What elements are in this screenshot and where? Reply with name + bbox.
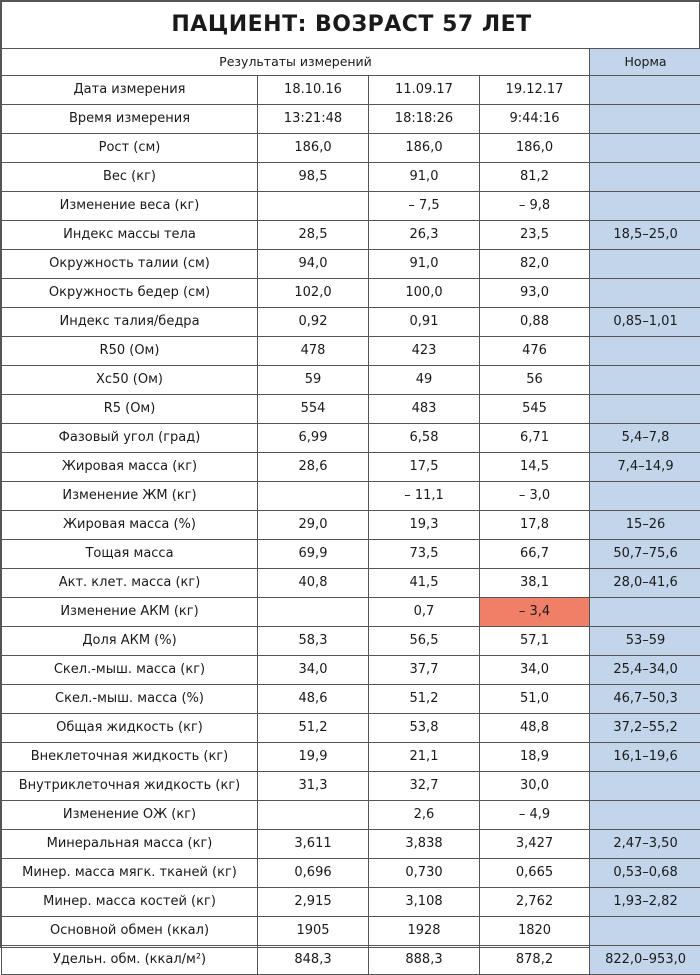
row-label: R5 (Ом) — [2, 395, 258, 424]
norm-cell: 18,5–25,0 — [590, 221, 700, 250]
value-cell-1: 0,92 — [258, 308, 369, 337]
norm-cell — [590, 772, 700, 801]
row-label: Доля АКМ (%) — [2, 627, 258, 656]
table-row — [2, 685, 700, 714]
norm-cell: 1,93–2,82 — [590, 888, 700, 917]
value-cell-2: 0,7 — [369, 598, 480, 627]
value-cell-3: 476 — [480, 337, 590, 366]
row-label: Вес (кг) — [2, 163, 258, 192]
value-cell-2: 0,730 — [369, 859, 480, 888]
results-header: Результаты измерений — [2, 49, 590, 76]
table-row — [2, 946, 700, 975]
value-cell-3: 81,2 — [480, 163, 590, 192]
table-row — [2, 424, 700, 453]
row-label: Фазовый угол (град) — [2, 424, 258, 453]
norm-cell — [590, 801, 700, 830]
table-row — [2, 337, 700, 366]
norm-cell — [590, 76, 700, 105]
table-row — [2, 772, 700, 801]
value-cell-3: 186,0 — [480, 134, 590, 163]
table-row — [2, 192, 700, 221]
value-cell-1: 94,0 — [258, 250, 369, 279]
norm-cell — [590, 482, 700, 511]
row-label: Акт. клет. масса (кг) — [2, 569, 258, 598]
row-label: Общая жидкость (кг) — [2, 714, 258, 743]
value-cell-2: 53,8 — [369, 714, 480, 743]
row-label: Минеральная масса (кг) — [2, 830, 258, 859]
value-cell-3: 93,0 — [480, 279, 590, 308]
norm-cell: 46,7–50,3 — [590, 685, 700, 714]
value-cell-2: 11.09.17 — [369, 76, 480, 105]
norm-cell: 0,53–0,68 — [590, 859, 700, 888]
value-cell-1: 1905 — [258, 917, 369, 946]
value-cell-2: 1928 — [369, 917, 480, 946]
value-cell-1: 48,6 — [258, 685, 369, 714]
measurement-table — [1, 1, 700, 975]
value-cell-3: 9:44:16 — [480, 105, 590, 134]
table-row — [2, 569, 700, 598]
norm-cell — [590, 337, 700, 366]
row-label: Индекс талия/бедра — [2, 308, 258, 337]
norm-cell: 822,0–953,0 — [590, 946, 700, 975]
row-label: Окружность талии (см) — [2, 250, 258, 279]
row-label: Окружность бедер (см) — [2, 279, 258, 308]
value-cell-1: 28,5 — [258, 221, 369, 250]
value-cell-3: 18,9 — [480, 743, 590, 772]
row-label: Изменение АКМ (кг) — [2, 598, 258, 627]
row-label: Xc50 (Ом) — [2, 366, 258, 395]
row-label: R50 (Ом) — [2, 337, 258, 366]
value-cell-3: 66,7 — [480, 540, 590, 569]
value-cell-1: 554 — [258, 395, 369, 424]
norm-cell — [590, 250, 700, 279]
value-cell-3: 23,5 — [480, 221, 590, 250]
value-cell-1: 59 — [258, 366, 369, 395]
row-label: Минер. масса мягк. тканей (кг) — [2, 859, 258, 888]
row-label: Дата измерения — [2, 76, 258, 105]
value-cell-2: 91,0 — [369, 250, 480, 279]
value-cell-2: 21,1 — [369, 743, 480, 772]
value-cell-1: 31,3 — [258, 772, 369, 801]
value-cell-3: 34,0 — [480, 656, 590, 685]
value-cell-3: – 4,9 — [480, 801, 590, 830]
value-cell-1: 13:21:48 — [258, 105, 369, 134]
table-row — [2, 221, 700, 250]
table-row — [2, 134, 700, 163]
value-cell-3: 38,1 — [480, 569, 590, 598]
value-cell-1: 28,6 — [258, 453, 369, 482]
value-cell-2: 73,5 — [369, 540, 480, 569]
value-cell-1: 2,915 — [258, 888, 369, 917]
row-label: Изменение ЖМ (кг) — [2, 482, 258, 511]
value-cell-1: 98,5 — [258, 163, 369, 192]
table-row — [2, 163, 700, 192]
norm-cell: 7,4–14,9 — [590, 453, 700, 482]
table-row — [2, 714, 700, 743]
norm-header: Норма — [590, 49, 700, 76]
row-label: Скел.-мыш. масса (кг) — [2, 656, 258, 685]
norm-cell — [590, 192, 700, 221]
norm-cell: 53–59 — [590, 627, 700, 656]
title-row — [2, 2, 700, 49]
table-row — [2, 511, 700, 540]
value-cell-2: 2,6 — [369, 801, 480, 830]
norm-cell: 0,85–1,01 — [590, 308, 700, 337]
value-cell-3: 2,762 — [480, 888, 590, 917]
value-cell-1: 69,9 — [258, 540, 369, 569]
value-cell-3: 57,1 — [480, 627, 590, 656]
table-row — [2, 540, 700, 569]
table-row — [2, 482, 700, 511]
value-cell-3: 19.12.17 — [480, 76, 590, 105]
value-cell-2: 51,2 — [369, 685, 480, 714]
table-row — [2, 859, 700, 888]
value-cell-1 — [258, 801, 369, 830]
row-label: Скел.-мыш. масса (%) — [2, 685, 258, 714]
row-label: Внутриклеточная жидкость (кг) — [2, 772, 258, 801]
value-cell-2: 26,3 — [369, 221, 480, 250]
norm-cell — [590, 105, 700, 134]
table-row — [2, 250, 700, 279]
value-cell-3: 17,8 — [480, 511, 590, 540]
row-label: Внеклеточная жидкость (кг) — [2, 743, 258, 772]
table-row — [2, 801, 700, 830]
table-row — [2, 830, 700, 859]
norm-cell — [590, 134, 700, 163]
value-cell-1 — [258, 598, 369, 627]
norm-cell: 50,7–75,6 — [590, 540, 700, 569]
row-label: Изменение веса (кг) — [2, 192, 258, 221]
row-label: Удельн. обм. (ккал/м²) — [2, 946, 258, 975]
value-cell-3: 6,71 — [480, 424, 590, 453]
table-row — [2, 743, 700, 772]
value-cell-1: 478 — [258, 337, 369, 366]
table-row — [2, 917, 700, 946]
table-row — [2, 453, 700, 482]
row-label: Минер. масса костей (кг) — [2, 888, 258, 917]
value-cell-1 — [258, 482, 369, 511]
table-row — [2, 105, 700, 134]
value-cell-1: 6,99 — [258, 424, 369, 453]
value-cell-2: 37,7 — [369, 656, 480, 685]
page-title: ПАЦИЕНТ: ВОЗРАСТ 57 ЛЕТ — [2, 2, 700, 49]
value-cell-3: 56 — [480, 366, 590, 395]
value-cell-2: 49 — [369, 366, 480, 395]
value-cell-1: 0,696 — [258, 859, 369, 888]
value-cell-2: 3,838 — [369, 830, 480, 859]
value-cell-1: 29,0 — [258, 511, 369, 540]
header-row — [2, 49, 700, 76]
value-cell-3: 3,427 — [480, 830, 590, 859]
value-cell-2: 423 — [369, 337, 480, 366]
value-cell-3: 82,0 — [480, 250, 590, 279]
table-row — [2, 308, 700, 337]
value-cell-2: 888,3 — [369, 946, 480, 975]
value-cell-2: 91,0 — [369, 163, 480, 192]
value-cell-3: 0,88 — [480, 308, 590, 337]
value-cell-1: 34,0 — [258, 656, 369, 685]
table-body — [2, 2, 700, 975]
norm-cell — [590, 395, 700, 424]
value-cell-1: 40,8 — [258, 569, 369, 598]
norm-cell: 15–26 — [590, 511, 700, 540]
norm-cell — [590, 163, 700, 192]
row-label: Основной обмен (ккал) — [2, 917, 258, 946]
value-cell-3: 48,8 — [480, 714, 590, 743]
norm-cell — [590, 598, 700, 627]
norm-cell: 16,1–19,6 — [590, 743, 700, 772]
value-cell-3: 14,5 — [480, 453, 590, 482]
table-row — [2, 395, 700, 424]
value-cell-3: 545 — [480, 395, 590, 424]
value-cell-2: 56,5 — [369, 627, 480, 656]
norm-cell — [590, 279, 700, 308]
value-cell-2: 483 — [369, 395, 480, 424]
value-cell-3: – 3,4 — [480, 598, 590, 627]
table-row — [2, 279, 700, 308]
row-label: Индекс массы тела — [2, 221, 258, 250]
row-label: Жировая масса (кг) — [2, 453, 258, 482]
value-cell-1: 3,611 — [258, 830, 369, 859]
table-row — [2, 656, 700, 685]
table-row — [2, 627, 700, 656]
value-cell-2: 17,5 — [369, 453, 480, 482]
value-cell-2: 41,5 — [369, 569, 480, 598]
value-cell-2: 100,0 — [369, 279, 480, 308]
value-cell-2: – 11,1 — [369, 482, 480, 511]
value-cell-2: 186,0 — [369, 134, 480, 163]
value-cell-2: 19,3 — [369, 511, 480, 540]
value-cell-3: 51,0 — [480, 685, 590, 714]
value-cell-3: – 3,0 — [480, 482, 590, 511]
value-cell-3: 1820 — [480, 917, 590, 946]
value-cell-2: – 7,5 — [369, 192, 480, 221]
value-cell-3: 30,0 — [480, 772, 590, 801]
value-cell-1: 58,3 — [258, 627, 369, 656]
value-cell-1: 102,0 — [258, 279, 369, 308]
norm-cell: 28,0–41,6 — [590, 569, 700, 598]
value-cell-3: 0,665 — [480, 859, 590, 888]
value-cell-1: 186,0 — [258, 134, 369, 163]
row-label: Рост (см) — [2, 134, 258, 163]
row-label: Время измерения — [2, 105, 258, 134]
norm-cell: 2,47–3,50 — [590, 830, 700, 859]
value-cell-3: 878,2 — [480, 946, 590, 975]
value-cell-2: 32,7 — [369, 772, 480, 801]
norm-cell: 25,4–34,0 — [590, 656, 700, 685]
norm-cell: 5,4–7,8 — [590, 424, 700, 453]
table-row — [2, 888, 700, 917]
row-label: Жировая масса (%) — [2, 511, 258, 540]
value-cell-2: 18:18:26 — [369, 105, 480, 134]
value-cell-2: 0,91 — [369, 308, 480, 337]
table-row — [2, 366, 700, 395]
value-cell-1: 19,9 — [258, 743, 369, 772]
value-cell-1: 848,3 — [258, 946, 369, 975]
value-cell-1: 18.10.16 — [258, 76, 369, 105]
norm-cell — [590, 917, 700, 946]
value-cell-1 — [258, 192, 369, 221]
norm-cell — [590, 366, 700, 395]
table-row — [2, 76, 700, 105]
row-label: Тощая масса — [2, 540, 258, 569]
value-cell-2: 3,108 — [369, 888, 480, 917]
value-cell-2: 6,58 — [369, 424, 480, 453]
value-cell-3: – 9,8 — [480, 192, 590, 221]
value-cell-1: 51,2 — [258, 714, 369, 743]
norm-cell: 37,2–55,2 — [590, 714, 700, 743]
table-row — [2, 598, 700, 627]
row-label: Изменение ОЖ (кг) — [2, 801, 258, 830]
